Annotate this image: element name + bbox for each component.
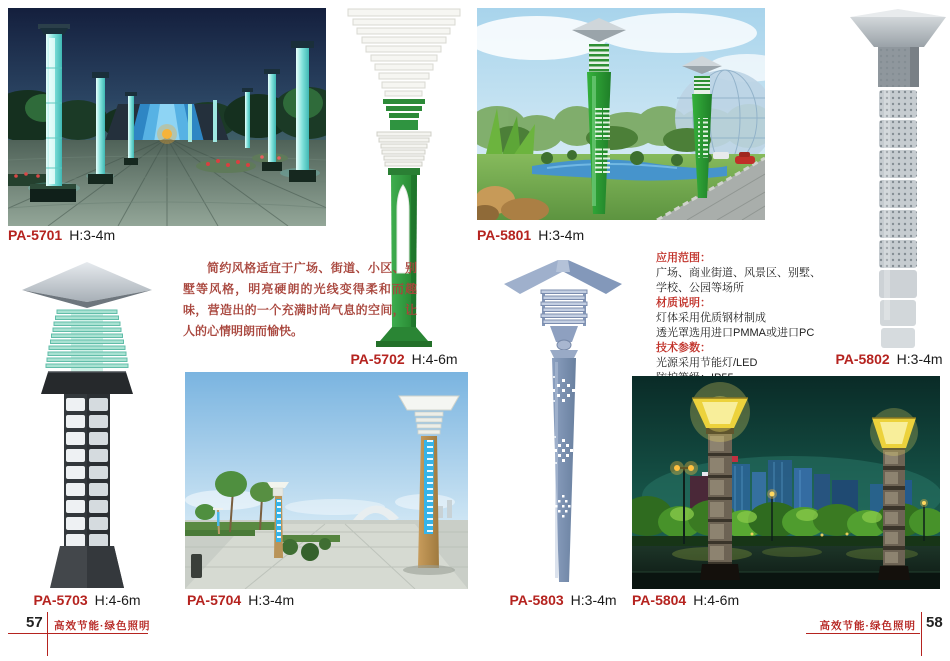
product-label-pa5703 — [12, 592, 162, 608]
product-label-pa5801 — [477, 227, 584, 243]
footer-left-rule — [8, 633, 148, 634]
product-label-pa5702 — [342, 351, 466, 367]
footer-slogan-left: 高效节能·绿色照明 — [54, 620, 151, 632]
product-code: PA-5804 — [632, 592, 687, 608]
lamp-illustration — [12, 256, 162, 592]
product-code: PA-5704 — [187, 592, 242, 608]
photo-pa5701-night-plaza — [8, 8, 326, 226]
specs-line: 光源采用节能灯/LED — [656, 357, 758, 369]
product-label-pa5704 — [187, 592, 294, 608]
style-description-text: 简约风格适宜于广场、街道、小区、别墅等风格，明亮硬朗的光线变得柔和而趣味，营造出的一个充满时尚气息的空间，让人的心情明朗而愉快。 — [183, 261, 417, 338]
photo-pa5704-day-plaza — [185, 372, 468, 589]
render-pa5703-lamp — [12, 256, 162, 597]
product-label-pa5803 — [498, 592, 628, 608]
footer-slogan-right: 高效节能·绿色照明 — [819, 620, 916, 632]
render-pa5802-lamp — [848, 5, 948, 355]
product-code: PA-5702 — [350, 351, 405, 367]
product-height: H:3-4m — [570, 592, 617, 608]
lamp-illustration — [498, 250, 628, 590]
photo-pa5801-park — [477, 8, 765, 220]
footer-left-divider — [47, 612, 48, 656]
product-label-pa5804 — [632, 592, 739, 608]
specs-line: 透光罩选用进口PMMA或进口PC — [656, 327, 815, 339]
footer-right-rule — [806, 633, 920, 634]
footer-right-divider — [921, 612, 922, 656]
product-height: H:4-6m — [94, 592, 141, 608]
product-height: H:3-4m — [896, 351, 943, 367]
page-number-right: 58 — [926, 614, 943, 631]
product-code: PA-5803 — [509, 592, 564, 608]
render-pa5803-lamp — [498, 250, 628, 595]
product-code: PA-5802 — [835, 351, 890, 367]
night-city-illustration — [632, 376, 940, 589]
park-illustration — [477, 8, 765, 220]
day-plaza-illustration — [185, 372, 468, 589]
product-label-pa5802 — [830, 351, 948, 367]
lamp-illustration — [848, 5, 948, 350]
specs-line: 学校、公园等场所 — [656, 282, 744, 294]
product-height: H:3-4m — [248, 592, 295, 608]
product-height: H:4-6m — [411, 351, 458, 367]
product-height: H:3-4m — [69, 227, 116, 243]
product-height: H:3-4m — [538, 227, 585, 243]
specs-tech-title: 技术参数： — [656, 342, 711, 354]
specs-line: 广场、商业街道、风景区、别墅、 — [656, 267, 821, 279]
specs-application-title: 应用范围： — [656, 252, 711, 264]
specs-line: 灯体采用优质钢材制成 — [656, 312, 766, 324]
photo-pa5804-night-city — [632, 376, 940, 589]
product-height: H:4-6m — [693, 592, 740, 608]
night-plaza-illustration — [8, 8, 326, 226]
specs-material-title: 材质说明： — [656, 297, 711, 309]
product-code: PA-5801 — [477, 227, 532, 243]
page-number-left: 57 — [26, 614, 43, 631]
product-code: PA-5701 — [8, 227, 63, 243]
product-code: PA-5703 — [33, 592, 88, 608]
product-label-pa5701 — [8, 227, 115, 243]
